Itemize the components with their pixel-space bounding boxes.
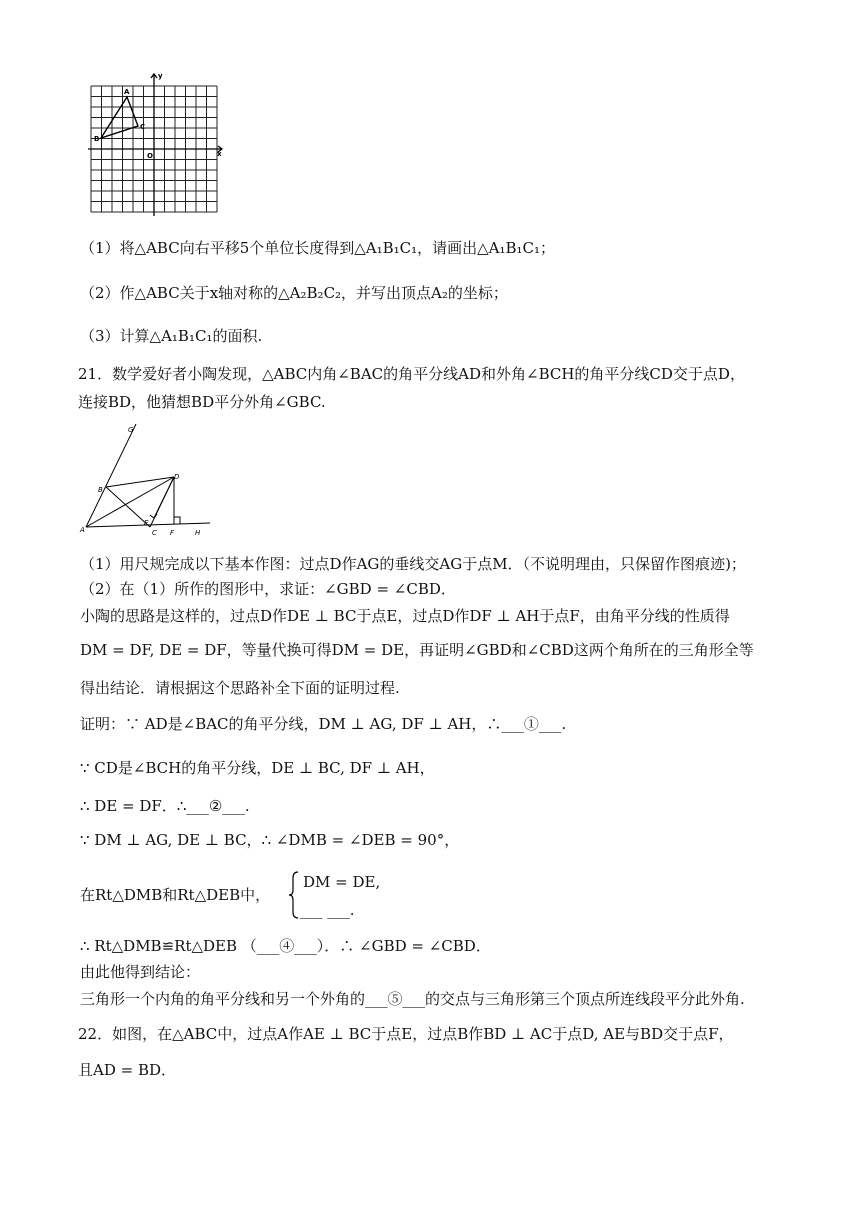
q20-part3: （3）计算△A₁B₁C₁的面积. [80,327,263,345]
q22-stem-line1: 22．如图，在△ABC中，过点A作AE ⊥ BC于点E，过点B作BD ⊥ AC于点D, AE与BD交于点F， [78,1025,734,1043]
point-c-label: C [152,529,157,537]
q21-conclusion: 三角形一个内角的角平分线和另一个外角的___⑤___的交点与三角形第三个顶点所连线段平分此外角. [80,990,745,1008]
point-d-label: D [174,473,180,481]
coordinate-grid-figure [86,70,226,220]
q21-brace-top: DM = DE, [303,873,381,891]
point-a-label: A [124,88,130,96]
point-b-label: B [98,486,103,494]
q21-proof-line6: ∴ Rt△DMB≌Rt△DEB （___④___）．∴ ∠GBD = ∠CBD． [80,937,491,955]
point-a-label: A [80,526,85,534]
q21-proof-line1: 证明：∵ AD是∠BAC的角平分线，DM ⊥ AG, DF ⊥ AH，∴___①___. [80,715,567,733]
point-e-label: E [144,519,149,527]
q21-idea-line3: 得出结论．请根据这个思路补全下面的证明过程. [80,679,400,697]
point-b-label: B [94,135,100,143]
point-h-label: H [195,529,201,537]
q21-brace-bottom: ___ ___. [300,901,355,919]
point-g-label: G [128,426,134,434]
q21-stem-line1: 21．数学爱好者小陶发现，△ABC内角∠BAC的角平分线AD和外角∠BCH的角平分线CD交于点D， [78,365,745,383]
q20-part1: （1）将△ABC向右平移5个单位长度得到△A₁B₁C₁，请画出△A₁B₁C₁； [80,239,556,257]
origin-label: O [147,152,153,160]
q21-proof-line5: 在Rt△DMB和Rt△DEB中， [80,886,271,904]
point-f-label: F [170,529,175,537]
q21-proof-line4: ∵ DM ⊥ AG, DE ⊥ BC，∴ ∠DMB = ∠DEB = 90°， [80,831,460,849]
q21-stem-line2: 连接BD，他猜想BD平分外角∠GBC. [78,393,326,411]
q20-part2: （2）作△ABC关于x轴对称的△A₂B₂C₂，并写出顶点A₂的坐标； [80,284,508,302]
q21-idea-line1: 小陶的思路是这样的，过点D作DE ⊥ BC于点E，过点D作DF ⊥ AH于点F，由角平分线的性质得 [80,607,730,625]
q21-conclusion-intro: 由此他得到结论： [80,963,201,981]
q21-proof-line2: ∵ CD是∠BCH的角平分线，DE ⊥ BC, DF ⊥ AH， [80,759,435,777]
q22-stem-line2: 且AD = BD． [78,1061,177,1079]
q21-part1: （1）用尺规完成以下基本作图：过点D作AG的垂线交AG于点M．（不说明理由，只保留作图痕迹)； [80,555,746,573]
q21-idea-line2: DM = DF, DE = DF，等量代换可得DM = DE，再证明∠GBD和∠CBD这两个角所在的三角形全等 [80,641,754,659]
q21-proof-line3: ∴ DE = DF．∴___②___. [80,797,250,815]
q21-part2: （2）在（1）所作的图形中，求证：∠GBD = ∠CBD． [80,580,456,598]
axis-y-label: y [158,72,163,80]
point-c-label: C [140,123,146,131]
axis-x-label: x [217,150,222,158]
angle-bisector-figure [78,420,218,544]
system-brace [288,870,300,920]
